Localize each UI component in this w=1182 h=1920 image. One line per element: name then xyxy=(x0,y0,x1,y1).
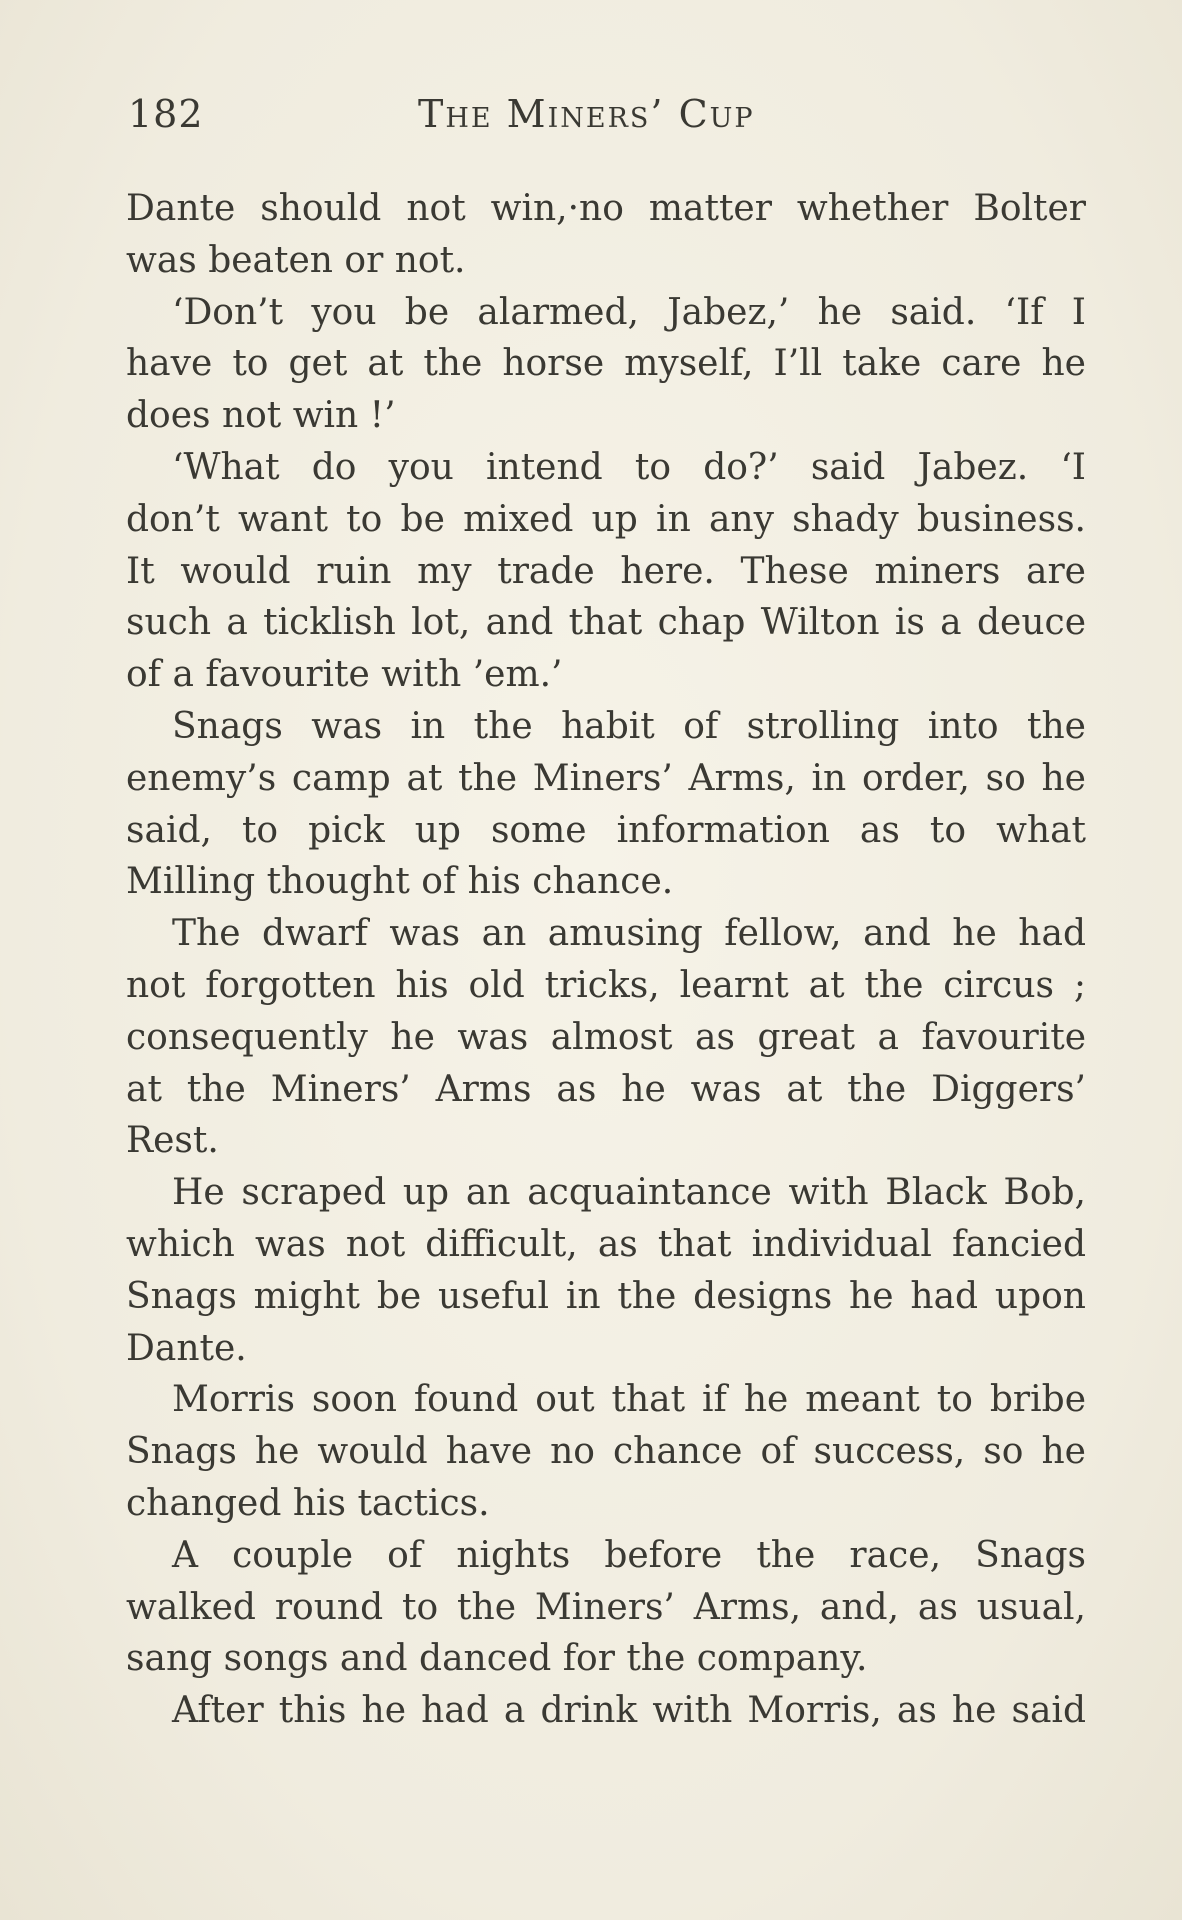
body-text xyxy=(126,183,1086,1737)
text-line: which was not difficult, as that individual fancied xyxy=(126,1223,1086,1265)
text-line: The dwarf was an amusing fellow, and he had xyxy=(172,913,1086,955)
text-line: Milling thought of his chance. xyxy=(126,861,674,903)
text-line: at the Miners’ Arms as he was at the Diggers’ xyxy=(126,1068,1086,1110)
text-line: does not win !’ xyxy=(126,395,396,437)
text-line: After this he had a drink with Morris, as he said xyxy=(172,1690,1086,1732)
text-line: Morris soon found out that if he meant to bribe xyxy=(172,1379,1086,1421)
text-line: was beaten or not. xyxy=(126,239,466,281)
text-line: walked round to the Miners’ Arms, and, as usual, xyxy=(126,1586,1086,1628)
text-line: said, to pick up some information as to what xyxy=(126,809,1086,851)
page-number: 182 xyxy=(128,92,204,136)
text-line: Snags might be useful in the designs he had upon xyxy=(126,1275,1086,1317)
text-line: such a ticklish lot, and that chap Wilton is a deuce xyxy=(126,602,1086,644)
text-line: of a favourite with ’em.’ xyxy=(126,654,563,696)
text-line: Rest. xyxy=(126,1120,219,1162)
text-line: sang songs and danced for the company. xyxy=(126,1638,868,1680)
text-line: ‘What do you intend to do?’ said Jabez. ‘I xyxy=(172,446,1086,488)
text-line: not forgotten his old tricks, learnt at the circus ; xyxy=(126,964,1086,1006)
text-line: don’t want to be mixed up in any shady business. xyxy=(126,498,1086,540)
text-line: Snags he would have no chance of success, so he xyxy=(126,1431,1086,1473)
text-line: Dante. xyxy=(126,1327,247,1369)
running-title: The Miners’ Cup xyxy=(418,92,755,136)
text-line: He scraped up an acquaintance with Black Bob, xyxy=(172,1172,1086,1214)
text-line: have to get at the horse myself, I’ll take care he xyxy=(126,343,1086,385)
running-head xyxy=(128,92,1086,142)
text-line: Snags was in the habit of strolling into the xyxy=(172,705,1086,747)
text-line: Dante should not win,·no matter whether Bolter xyxy=(126,188,1086,229)
text-line: It would ruin my trade here. These miners are xyxy=(126,550,1086,592)
text-line: consequently he was almost as great a favourite xyxy=(126,1016,1086,1058)
text-line: A couple of nights before the race, Snags xyxy=(172,1534,1086,1576)
text-line: changed his tactics. xyxy=(126,1482,490,1524)
text-line: enemy’s camp at the Miners’ Arms, in order, so he xyxy=(126,757,1086,799)
text-line: ‘Don’t you be alarmed, Jabez,’ he said. ‘If I xyxy=(172,291,1086,333)
